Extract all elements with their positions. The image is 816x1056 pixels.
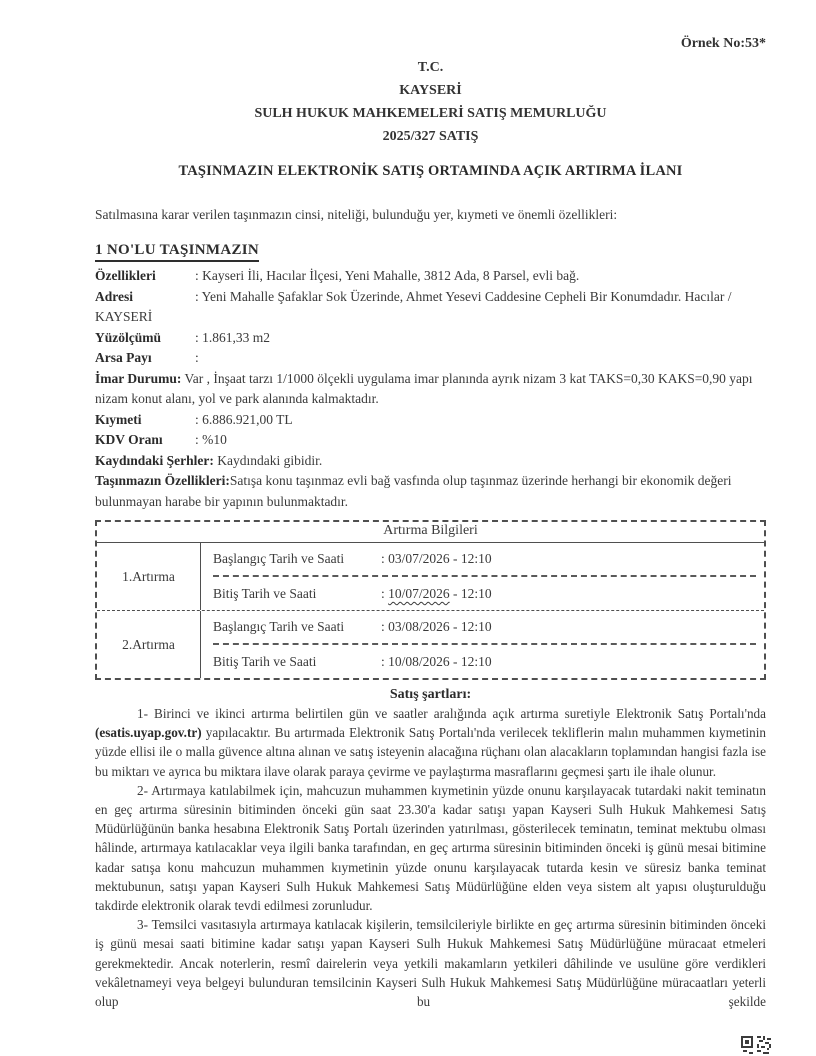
header-case-number: 2025/327 SATIŞ <box>382 129 479 144</box>
property-row-imar-durumu <box>95 369 766 410</box>
intro-text: Satılmasına karar verilen taşınmazın cinsi, niteliği, bulunduğu yer, kıymeti ve önemli özellikleri: <box>95 207 618 222</box>
end-date-suffix: - 12:10 <box>449 586 492 601</box>
header-city: KAYSERİ <box>399 83 462 98</box>
qr-code-fragment <box>741 1036 775 1056</box>
end-date-label: Bitiş Tarih ve Saati <box>213 654 317 669</box>
auction-row-2 <box>97 610 764 678</box>
terms-p1-before: 1- Birinci ve ikinci artırma belirtilen gün ve saatler aralığında açık artırma suretiyle Elektronik Satış Portalı'nda <box>137 706 766 721</box>
property-label: Taşınmazın Özellikleri: <box>95 473 230 488</box>
property-label: Yüzölçümü <box>95 329 162 345</box>
property-details <box>95 266 766 512</box>
auction-start-line <box>213 551 756 567</box>
document-title: TAŞINMAZIN ELEKTRONİK SATIŞ ORTAMINDA AÇIK ARTIRMA İLANI <box>178 163 683 179</box>
property-row-yuzolcumu <box>95 328 766 349</box>
property-value: : Yeni Mahalle Şafaklar Sok Üzerinde, Ahmet Yesevi Caddesine Cepheli Bir Konumdadır. Hacılar / KAYSERİ <box>95 288 732 324</box>
end-date-prefix: : <box>381 586 389 601</box>
property-row-kdv-orani <box>95 430 766 451</box>
property-label: Kaydındaki Şerhler: <box>95 452 214 468</box>
auction-table <box>95 520 766 680</box>
ornek-no: Örnek No:53* <box>680 36 766 51</box>
property-label: KDV Oranı <box>95 432 163 447</box>
property-value: Kaydındaki gibidir. <box>217 452 323 468</box>
auction-round-name: 2.Artırma <box>97 611 201 678</box>
property-value: : 6.886.921,00 TL <box>195 411 293 427</box>
property-value: : <box>195 350 199 365</box>
terms-p1-after: yapılacaktır. Bu artırmada Elektronik Satış Portalı'nda verilecek tekliflerin malın muhammen kıymetinin yüzde ellisi ile o malla güvence altına alınan ve satış isteyenin alacağına rüçhanı olan alacakların toplamından hangisi fazla ise bu miktarı ve ayrıca bu miktara ilave olarak paraya çevirme ve paylaştırma masraflarını geçmesi şartı ile ihale olunur. <box>95 725 766 779</box>
auction-end-line <box>213 654 756 670</box>
start-date-value: : 03/08/2026 - 12:10 <box>381 619 492 634</box>
property-label: Arsa Payı <box>95 350 152 365</box>
end-date-value: 10/08/2026 <box>388 654 450 669</box>
property-value: : 1.861,33 m2 <box>195 329 271 345</box>
property-label: Adresi <box>95 288 134 304</box>
auction-table-caption: Artırma Bilgileri <box>97 522 764 543</box>
property-row-arsa-payi <box>95 348 766 369</box>
start-date-label: Başlangıç Tarih ve Saati <box>213 619 345 634</box>
start-date-label: Başlangıç Tarih ve Saati <box>213 551 345 566</box>
header-tc: T.C. <box>417 60 444 75</box>
property-value: Var , İnşaat tarzı 1/1000 ölçekli uygulama imar planında ayrık nizam 3 kat TAKS=0,30 KAKS=0,90 yapı nizam konut alanı, yol ve park alanında kalmaktadır. <box>95 370 753 406</box>
property-row-tasinmaz-ozellikleri <box>95 471 766 512</box>
terms-paragraph-2: 2- Artırmaya katılabilmek için, mahcuzun muhammen kıymetinin yüzde onunu karşılayacak tutardaki nakit teminatın en geç artırma süresinin bitiminden önceki gün saat 23.30'a kadar satışı yapan Kayseri Sulh Hukuk Mahkemesi Satış Müdürlüğünün banka hesabına Elektronik Satış Portalı üzerinden yatırılması, gösterilecek teminatın, teminat mektubu olması hâlinde, artırmaya katılacaklar veya ilgili banka tarafından, en geç artırma süresinin bitiminden önceki iş günü mesai bitimine kadar satışa konu mahcuzun muhammen kıymetinin yüzde onunu karşılayacak tutarda kesin ve süresiz banka teminat mektubunun, satışı yapan Kayseri Sulh Hukuk Mahkemesi Satış Müdürlüğüne elden veya sistem alt yapısı oluşturulduğu takdirde elektronik olarak tevdi edilmesi zorunludur. <box>95 782 766 914</box>
terms-paragraph-3: 3- Temsilci vasıtasıyla artırmaya katılacak kişilerin, temsilcileriyle birlikte en geç artırma süresinin bitiminden önceki iş günü mesai saati bitimine kadar satışı yapan Kayseri Sulh Hukuk Mahkemesi Satış Müdürlüğüne müracaat etmeleri gerekmektedir. Ancak noterlerin, resmî dairelerin veya yetkili makamların yetkileri dâhilinde ve usulüne göre verdikleri vekâletnameyi veya belgeyi bulunduran temsilcinin Kayseri Sulh Hukuk Mahkemesi Satış Müdürlüğüne müracaatları yeterli olup bu şekilde <box>95 917 766 1010</box>
end-date-label: Bitiş Tarih ve Saati <box>213 586 317 601</box>
property-row-adresi <box>95 287 766 328</box>
property-value: : %10 <box>195 432 227 447</box>
header-court: SULH HUKUK MAHKEMELERİ SATIŞ MEMURLUĞU <box>254 106 607 121</box>
court-header <box>95 56 766 148</box>
end-date-prefix: : <box>381 654 389 669</box>
property-value: : Kayseri İli, Hacılar İlçesi, Yeni Mahalle, 3812 Ada, 8 Parsel, evli bağ. <box>195 268 580 283</box>
start-date-value: : 03/07/2026 - 12:10 <box>381 551 492 566</box>
auction-end-line <box>213 586 756 602</box>
property-label: İmar Durumu: <box>95 370 182 386</box>
property-row-ozellikleri <box>95 266 766 287</box>
dashed-separator <box>213 575 756 577</box>
property-heading: 1 NO'LU TAŞINMAZIN <box>95 242 259 262</box>
terms-p1-portal-url: (esatis.uyap.gov.tr) <box>95 725 202 741</box>
property-row-kiymeti <box>95 410 766 431</box>
terms-heading: Satış şartları: <box>389 687 472 702</box>
auction-round-name: 1.Artırma <box>97 543 201 610</box>
auction-row-1 <box>97 543 764 610</box>
property-row-serhler <box>95 451 766 472</box>
property-label: Özellikleri <box>95 268 156 283</box>
auction-start-line <box>213 619 756 635</box>
terms-paragraph-1 <box>95 704 766 781</box>
end-date-value: 10/07/2026 <box>388 586 450 601</box>
auction-dates-cell <box>201 543 764 610</box>
end-date-suffix: - 12:10 <box>449 654 492 669</box>
auction-dates-cell <box>201 611 764 678</box>
dashed-separator <box>213 643 756 645</box>
property-label: Kıymeti <box>95 411 142 427</box>
property-value: Satışa konu taşınmaz evli bağ vasfında olup taşınmaz üzerinde herhangi bir ekonomik değeri bulunmayan harabe bir yapının bulunmaktadır. <box>95 473 732 509</box>
